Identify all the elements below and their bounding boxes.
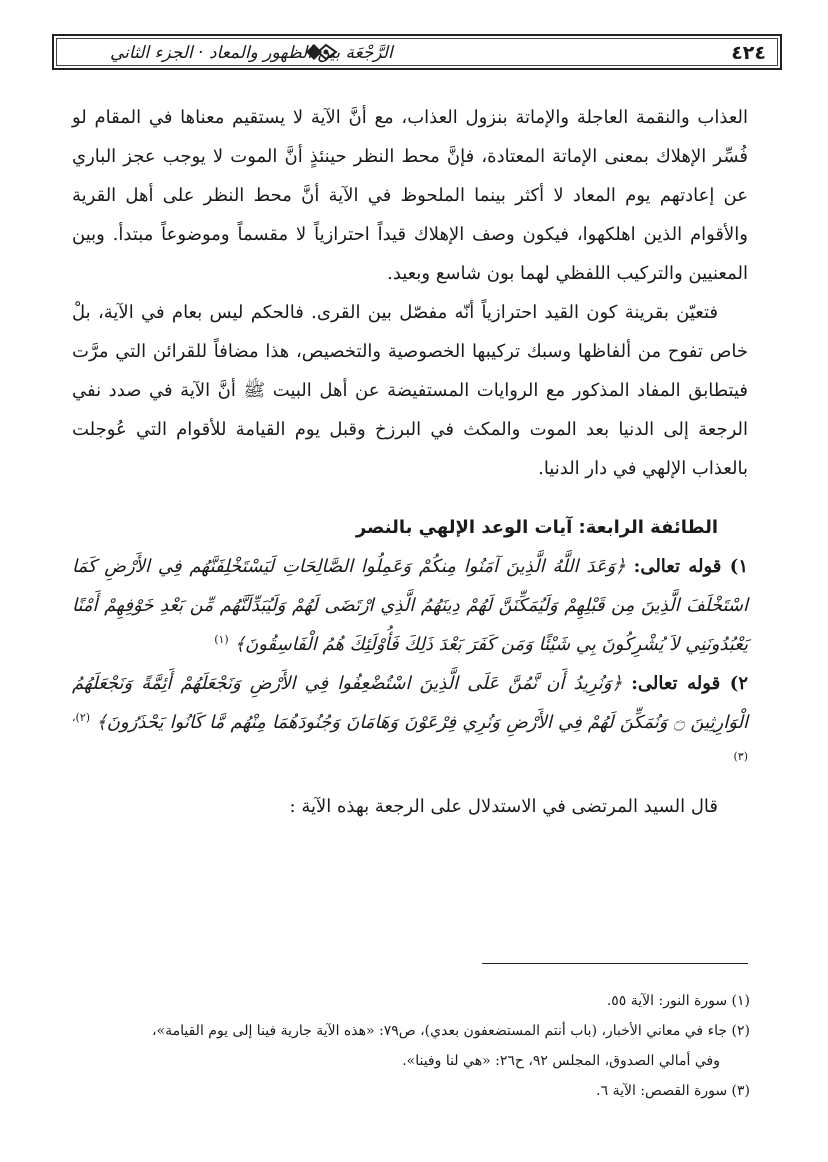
- footnote-divider: [482, 963, 748, 964]
- section-heading: الطائفة الرابعة: آيات الوعد الإلهي بالنصر: [355, 517, 718, 538]
- closing-line: قال السيد المرتضى في الاستدلال على الرجعة بهذه الآية :: [289, 796, 718, 817]
- footnote-3: (٣) سورة القصص: الآية ٦.: [596, 1083, 750, 1099]
- page-number: ٤٢٤: [731, 42, 766, 64]
- verse-2: [72, 664, 748, 781]
- running-header: [52, 34, 782, 70]
- footnote-ref-1: (١): [214, 633, 229, 646]
- paragraph-2: فتعيّن بقرينة كون القيد احترازياً أنّه مفصّل بين القرى. فالحكم ليس بعام في الآية، بلْ خاص تفوح من ألفاظها وسبك تركيبها الخصوصية والتخصيص، هذا مضافاً للقرائن التي مرَّت فيتطابق المفاد المذكور مع الروايات المستفيضة عن أهل البيت ﷺ أنَّ الآية في صدد نفي الرجعة إلى الدنيا بعد الموت والمكث في البرزخ وقبل يوم القيامة للأقوام التي عُوجلت بالعذاب الإلهي في دار الدنيا.: [72, 302, 748, 479]
- footnote-2-continued: وفي أمالي الصدوق، المجلس ٩٢، ح٢٦: «هي لنا وفينا».: [402, 1053, 720, 1069]
- footnote-ref-2: (٢)، (٣): [72, 711, 748, 763]
- verse-1-text: ﴿وَعَدَ اللَّهُ الَّذِينَ آمَنُوا مِنكُمْ وَعَمِلُوا الصَّالِحَاتِ لَيَسْتَخْلِفَنَّهُم فِي الأَرْضِ كَمَا اسْتَخْلَفَ الَّذِينَ مِن قَبْلِهِمْ وَلَيُمَكِّنَنَّ لَهُمْ دِينَهُمُ الَّذِي ارْتَضَى لَهُمْ وَلَيُبَدِّلَنَّهُم مِّن بَعْدِ خَوْفِهِمْ أَمْنًا يَعْبُدُونَنِي لاَ يُشْرِكُونَ بِي شَيْئًا وَمَن كَفَرَ بَعْدَ ذَلِكَ فَأُوْلَئِكَ هُمُ الْفَاسِقُونَ﴾: [72, 556, 748, 655]
- footnote-1: (١) سورة النور: الآية ٥٥.: [606, 993, 750, 1009]
- verse-2-text: ﴿وَنُرِيدُ أَن نَّمُنَّ عَلَى الَّذِينَ اسْتُضْعِفُوا فِي الأَرْضِ وَنَجْعَلَهُمْ أَئِمَّةً وَنَجْعَلَهُمُ الْوَارِثِينَ ۝ وَنُمَكِّنَ لَهُمْ فِي الأَرْضِ وَنُرِي فِرْعَوْنَ وَهَامَانَ وَجُنُودَهُمَا مِنْهُم مَّا كَانُوا يَحْذَرُونَ﴾: [72, 673, 748, 733]
- verse-1: [72, 547, 748, 664]
- main-text: [72, 98, 748, 826]
- footnote-2: (٢) جاء في معاني الأخبار، (باب أنتم المستضعفون بعدي)، ص٧٩: «هذه الآية جارية فينا إلى يوم القيامة»،: [152, 1023, 750, 1039]
- footnotes: [60, 986, 750, 1106]
- paragraph-1: العذاب والنقمة العاجلة والإماتة بنزول العذاب، مع أنَّ الآية لا يستقيم معناها في المقام لو فُسِّر الإهلاك بمعنى الإماتة المعتادة، فإنَّ محط النظر حينئذٍ أنَّ الموت لا يوجب عجز الباري عن إعادتهم يوم المعاد لا أكثر بينما الملحوظ في الآية أنَّ محط النظر على أهل القرية والأقوام الذين اهلكهوا، فيكون وصف الإهلاك قيداً احترازياً لا مقسماً وموضوعاً مبتدأ. وبين المعنيين والتركيب اللفظي لهما بون شاسع وبعيد.: [72, 107, 748, 284]
- book-title: الرَّجْعَة بين الظهور والمعاد · الجزء الثاني: [110, 43, 393, 63]
- verse-1-lead: ١) قوله تعالى:: [633, 556, 748, 577]
- verse-2-lead: ٢) قوله تعالى:: [631, 673, 748, 694]
